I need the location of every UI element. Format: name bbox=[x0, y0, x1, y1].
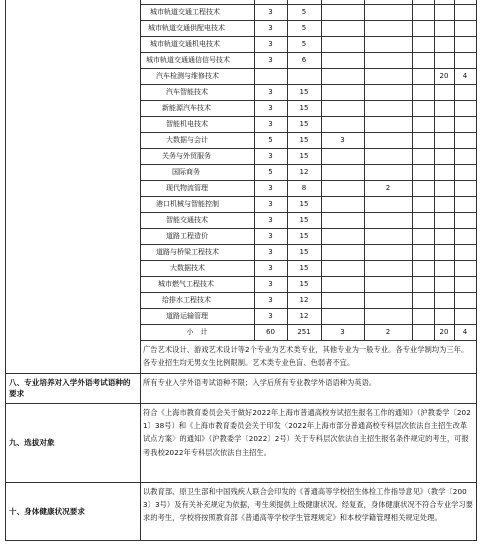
quota-value: 3 bbox=[268, 295, 273, 304]
quota-value: 15 bbox=[299, 263, 309, 272]
major-name: 给排水工程技术 bbox=[162, 295, 211, 304]
quota-value: 3 bbox=[268, 7, 273, 16]
column-divider bbox=[364, 0, 365, 340]
quota-value: 5 bbox=[301, 23, 307, 32]
major-name: 汽车智能技术 bbox=[166, 87, 208, 96]
quota-value: 2 bbox=[385, 183, 391, 192]
quota-value: 3 bbox=[268, 119, 273, 128]
column-divider bbox=[140, 482, 141, 540]
column-divider bbox=[140, 373, 141, 403]
quota-value: 3 bbox=[268, 311, 273, 320]
quota-value: 3 bbox=[268, 55, 273, 64]
quota-value: 15 bbox=[299, 231, 309, 240]
quota-value: 3 bbox=[268, 23, 273, 32]
quota-value: 5 bbox=[268, 135, 273, 144]
table-border-left bbox=[5, 0, 6, 540]
major-name: 智能交通技术 bbox=[166, 215, 208, 224]
column-divider bbox=[454, 0, 455, 340]
column-divider bbox=[140, 0, 141, 340]
major-name: 国际商务 bbox=[172, 167, 200, 176]
section-label: 十、身体健康状况要求 bbox=[9, 506, 85, 516]
subtotal-value: 4 bbox=[462, 327, 468, 336]
quota-value: 3 bbox=[340, 135, 345, 144]
quota-value: 15 bbox=[299, 279, 309, 288]
major-name: 城市轨道交通通信信号技术 bbox=[146, 55, 230, 64]
quota-value: 8 bbox=[301, 183, 307, 192]
major-name: 道路与桥梁工程技术 bbox=[156, 247, 219, 256]
major-name: 智能机电技术 bbox=[166, 119, 208, 128]
major-name: 大数据技术 bbox=[170, 263, 205, 272]
table-border-right bbox=[476, 0, 477, 540]
quota-value: 15 bbox=[299, 215, 309, 224]
subtotal-value: 2 bbox=[385, 327, 391, 336]
major-name: 城市轨道交通工程技术 bbox=[150, 7, 220, 16]
quota-value: 15 bbox=[299, 151, 309, 160]
subtotal-value: 251 bbox=[297, 327, 311, 336]
section-text: 所有专业入学外语考试语种不限；入学后所有专业教学外语语种为英语。 bbox=[143, 378, 377, 387]
table-note: 广告艺术设计、游戏艺术设计等2个专业为艺术类专业，其他专业为一般专业。各专业学制均为三年。各专业招生均无男女生比例限制。艺术类专业色盲、色弱者不宜。 bbox=[143, 345, 469, 368]
quota-value: 3 bbox=[268, 87, 273, 96]
quota-value: 15 bbox=[299, 135, 309, 144]
section-divider bbox=[5, 403, 476, 404]
quota-value: 5 bbox=[301, 39, 307, 48]
quota-value: 12 bbox=[299, 295, 309, 304]
major-name: 城市轨道交通供配电技术 bbox=[148, 23, 225, 32]
quota-value: 5 bbox=[268, 167, 273, 176]
section-divider bbox=[5, 373, 476, 374]
major-name: 道路运输管理 bbox=[166, 311, 208, 320]
quota-value: 15 bbox=[299, 119, 309, 128]
quota-value: 15 bbox=[299, 247, 309, 256]
column-divider bbox=[140, 403, 141, 482]
quota-value: 15 bbox=[299, 103, 309, 112]
quota-value: 3 bbox=[268, 183, 273, 192]
subtotal-value: 60 bbox=[266, 327, 275, 336]
major-name: 大数据与会计 bbox=[166, 135, 208, 144]
quota-value: 4 bbox=[462, 71, 468, 80]
column-divider bbox=[140, 340, 141, 373]
major-name: 关务与外贸服务 bbox=[162, 151, 211, 160]
major-name: 港口机械与智能控制 bbox=[156, 199, 219, 208]
section-text: 以教育部、原卫生部和中国残疾人联合会印发的《普通高等学校招生体检工作指导意见》（教学〔2003〕3号）及有关补充规定为依据，考生须提供上级健康状况。经复查，身体健康状况不符合专业学习要求的考生，学校将按照教育部《普通高等学校学生管理规定》和本校学籍管理相关规定处理。 bbox=[143, 487, 474, 523]
table-border-bottom bbox=[5, 540, 477, 541]
subtotal-value: 20 bbox=[439, 327, 449, 336]
row-divider bbox=[140, 340, 476, 341]
quota-value: 6 bbox=[301, 55, 307, 64]
quota-value: 3 bbox=[268, 39, 273, 48]
quota-value: 3 bbox=[268, 263, 273, 272]
subtotal-label: 小 计 bbox=[186, 327, 208, 336]
quota-value: 12 bbox=[299, 311, 309, 320]
quota-value: 5 bbox=[301, 7, 307, 16]
column-divider bbox=[434, 0, 435, 340]
major-name: 现代物流管理 bbox=[166, 183, 208, 192]
subtotal-value: 3 bbox=[340, 327, 345, 336]
quota-value: 3 bbox=[268, 215, 273, 224]
major-name: 道路工程造价 bbox=[166, 231, 208, 240]
quota-value: 3 bbox=[268, 247, 273, 256]
quota-value: 3 bbox=[268, 231, 273, 240]
quota-value: 20 bbox=[439, 71, 449, 80]
major-name: 汽车检测与维修技术 bbox=[156, 71, 219, 80]
major-name: 城市轨道交通机电技术 bbox=[150, 39, 220, 48]
quota-value: 12 bbox=[299, 167, 309, 176]
major-name: 城市燃气工程技术 bbox=[158, 279, 214, 288]
column-divider bbox=[321, 0, 322, 340]
quota-value: 3 bbox=[268, 151, 273, 160]
section-divider bbox=[5, 482, 476, 483]
section-text: 符合《上海市教育委员会关于做好2022年上海市普通高校夯试招生报名工作的通知》（沪教委学〔2021〕38号）和《上海市教育委员会关于印发〈2022年上海市部分普通高校专科层次依法自主招生改革试点方案〉的通知》（沪教委学〔2022〕2号）关于专科层次依法自主招生报名条件规定的考生，可报考我校2022年专科层次依法自主招生。 bbox=[143, 408, 471, 457]
major-name: 新能源汽车技术 bbox=[162, 103, 211, 112]
quota-value: 15 bbox=[299, 87, 309, 96]
section-label: 八、专业培养对入学外语考试语种的要求 bbox=[9, 378, 131, 398]
quota-value: 3 bbox=[268, 199, 273, 208]
quota-value: 15 bbox=[299, 199, 309, 208]
quota-value: 3 bbox=[268, 103, 273, 112]
column-divider bbox=[412, 0, 413, 340]
quota-value: 3 bbox=[268, 279, 273, 288]
section-label: 九、选拔对象 bbox=[9, 438, 55, 447]
